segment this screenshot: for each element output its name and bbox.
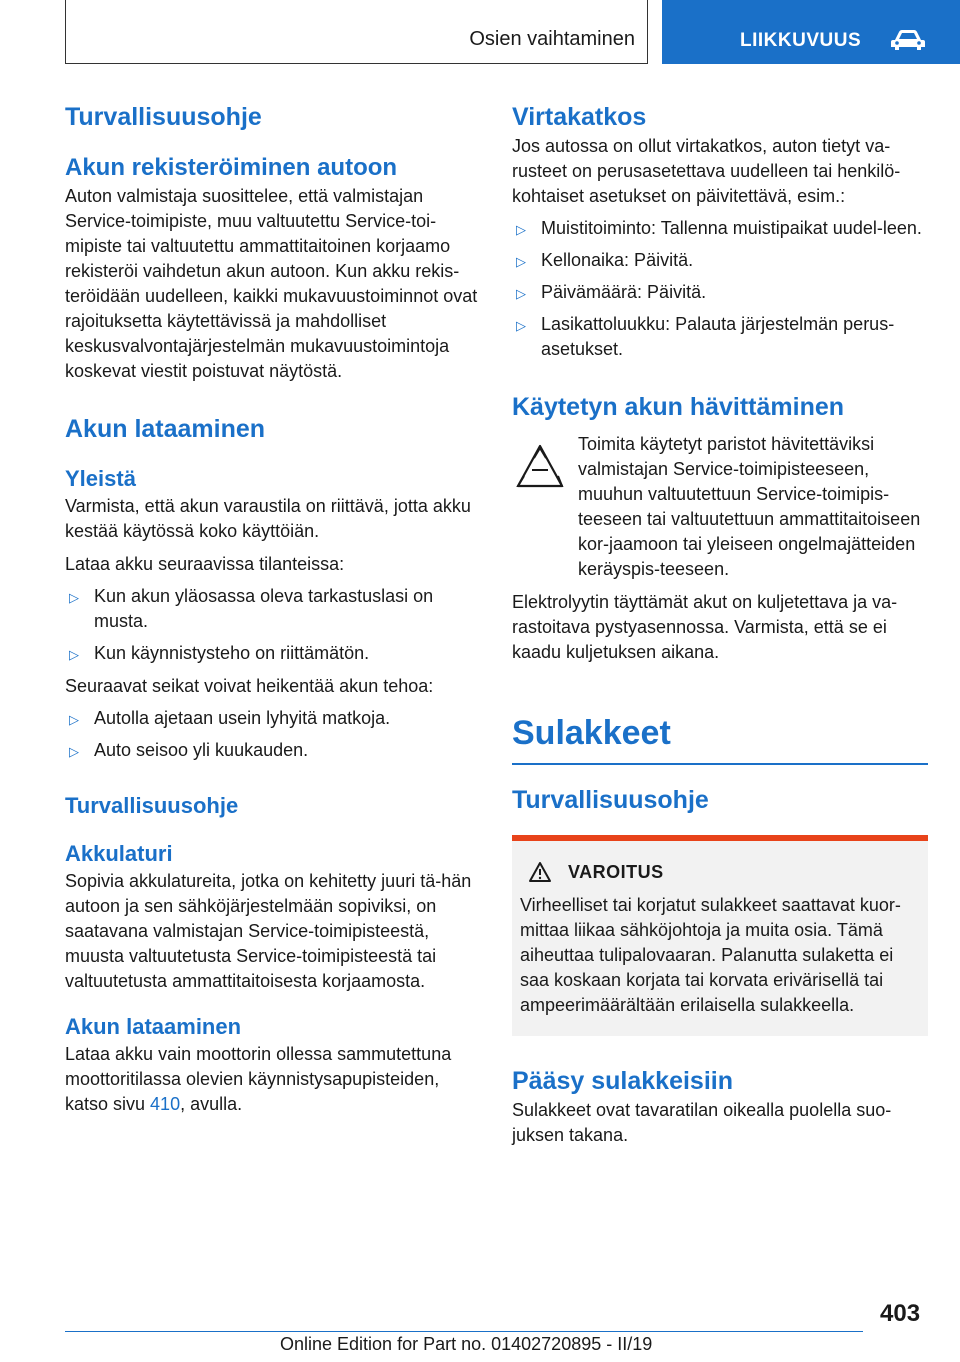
paragraph-chargers: Sopivia akkulatureita, jotka on kehitetty juuri tä-hän autoon ja sen sähköjärjestelmään sopiviksi, on saatavana valmistajan Service-toimipisteestä, muusta valtuutetusta Service-toimipisteestä tai valtuutetusta ammattitaitoisesta korjaamosta.: [65, 871, 472, 991]
paragraph-weaken: Seuraavat seikat voivat heikentää akun tehoa:: [65, 676, 434, 696]
paragraph-power-outage: Jos autossa on ollut virtakatkos, auton tietyt va-rusteet on perusasetettava uudelleen tai henkilö-kohtaiset asetukset on päivitettävä, esim.:: [512, 136, 901, 206]
heading-charging-2: Akun lataaminen: [65, 1014, 242, 1039]
list-weaken: [65, 706, 481, 763]
header-chapter-label: LIIKKUVUUS: [740, 30, 862, 51]
bullet-triangle-icon: ▷: [69, 712, 79, 727]
bullet-triangle-icon: ▷: [516, 222, 526, 237]
list-item: ▷ Kellonaika: Päivitä.: [512, 248, 928, 273]
bullet-triangle-icon: ▷: [516, 254, 526, 269]
list-charge-when: [65, 584, 481, 666]
car-icon: [890, 28, 926, 52]
header-section-title: Osien vaihtaminen: [469, 28, 635, 50]
warning-text: Virheelliset tai korjatut sulakkeet saattavat kuor-mittaa liikaa sähköjohtoja ja muita osia. Tämä aiheuttaa tulipalovaaran. Palanutta sulaketta ei saa koskaan korjata tai korvata erivärisellä tai ampeerimäärältään erilaisella sulakkeella.: [520, 895, 901, 1015]
list-item: ▷ Muistitoiminto: Tallenna muistipaikat uudel-leen.: [512, 216, 928, 241]
header-section-box: [65, 0, 648, 64]
paragraph-general: Varmista, että akun varaustila on riittävä, jotta akku kestää käytössä koko käyttöiän.: [65, 496, 471, 541]
header-chapter-tab[interactable]: [662, 0, 960, 64]
bullet-triangle-icon: ▷: [516, 286, 526, 301]
paragraph-charge-when: Lataa akku seuraavissa tilanteissa:: [65, 554, 345, 574]
list-item: ▷ Autolla ajetaan usein lyhyitä matkoja.: [65, 706, 481, 731]
paragraph-charge-engine-off: Lataa akku vain moottorin ollessa sammutettuna moottoritilassa olevien käynnistysapupisteiden, katso sivu 410, avulla.: [65, 1044, 452, 1114]
left-column: [65, 100, 481, 1117]
heading-safety-2: Turvallisuusohje: [65, 793, 239, 818]
bullet-triangle-icon: ▷: [69, 590, 79, 605]
warning-title: VAROITUS: [568, 861, 664, 882]
bullet-triangle-icon: ▷: [69, 744, 79, 759]
paragraph-fuse-access: Sulakkeet ovat tavaratilan oikealla puolella suo-juksen takana.: [512, 1100, 892, 1145]
list-item: ▷ Kun käynnistysteho on riittämätön.: [65, 641, 481, 666]
paragraph-electrolyte: Elektrolyytin täyttämät akut on kuljetettava ja va-rastoitava pystyasennossa. Varmista, että se ei kaadu kuljetuksen aikana.: [512, 592, 898, 662]
heading-power-outage: Virtakatkos: [512, 103, 647, 131]
list-item: ▷ Lasikattoluukku: Palauta järjestelmän perus-asetukset.: [516, 314, 895, 359]
right-column: [512, 100, 928, 1148]
heading-disposal: Käytetyn akun hävittäminen: [512, 393, 845, 421]
page-link[interactable]: 410: [150, 1094, 181, 1114]
heading-safety-3: Turvallisuusohje: [512, 786, 709, 814]
heading-register-battery: Akun rekisteröiminen autoon: [65, 154, 398, 181]
recycle-icon: [512, 440, 568, 496]
list-item: ▷ Auto seisoo yli kuukauden.: [65, 738, 481, 763]
footer-divider: [65, 1331, 863, 1332]
warning-triangle-icon: [528, 861, 552, 883]
footer-edition: Online Edition for Part no. 01402720895 - II/19: [280, 1334, 653, 1354]
heading-charging: Akun lataaminen: [65, 415, 266, 443]
heading-chargers: Akkulaturi: [65, 841, 173, 866]
heading-safety: Turvallisuusohje: [65, 103, 262, 131]
paragraph-disposal: Toimita käytetyt paristot hävitettäviksi valmistajan Service-toimipisteeseen, muuhun valtuutettuun Service-toimipis-teeseen tai valtuutettuun ammattitaitoiseen kor-jaamoon tai yleiseen ongelmajätteiden keräyspis-teeseen.: [578, 434, 921, 579]
bullet-triangle-icon: ▷: [69, 647, 79, 662]
list-item: ▷ Päivämäärä: Päivitä.: [512, 280, 928, 305]
list-power-outage: [512, 216, 928, 362]
chapter-title-fuses: Sulakkeet: [512, 711, 928, 765]
warning-box: [512, 835, 928, 1036]
disposal-block: [512, 432, 928, 582]
list-item: ▷ Kun akun yläosassa oleva tarkastuslasi on musta.: [69, 586, 434, 631]
page-number: 403: [880, 1300, 921, 1327]
bullet-triangle-icon: ▷: [516, 318, 526, 333]
paragraph-register: Auton valmistaja suosittelee, että valmistajan Service-toimipiste, muu valtuutettu Service-toi-mipiste tai valtuutettu ammattitaitoinen korjaamo rekisteröi vaihdetun akun autoon. Kun akku rekis-teröidään uudelleen, kaikki mukavuustoiminnot ovat rajoituksetta käytettävissä ja mahdolliset keskusvalvontajärjestelmän mukavuustoimintoja koskevat viestit poistuvat näytöstä.: [65, 186, 478, 381]
heading-fuse-access: Pääsy sulakkeisiin: [512, 1067, 733, 1095]
heading-general: Yleistä: [65, 466, 136, 491]
